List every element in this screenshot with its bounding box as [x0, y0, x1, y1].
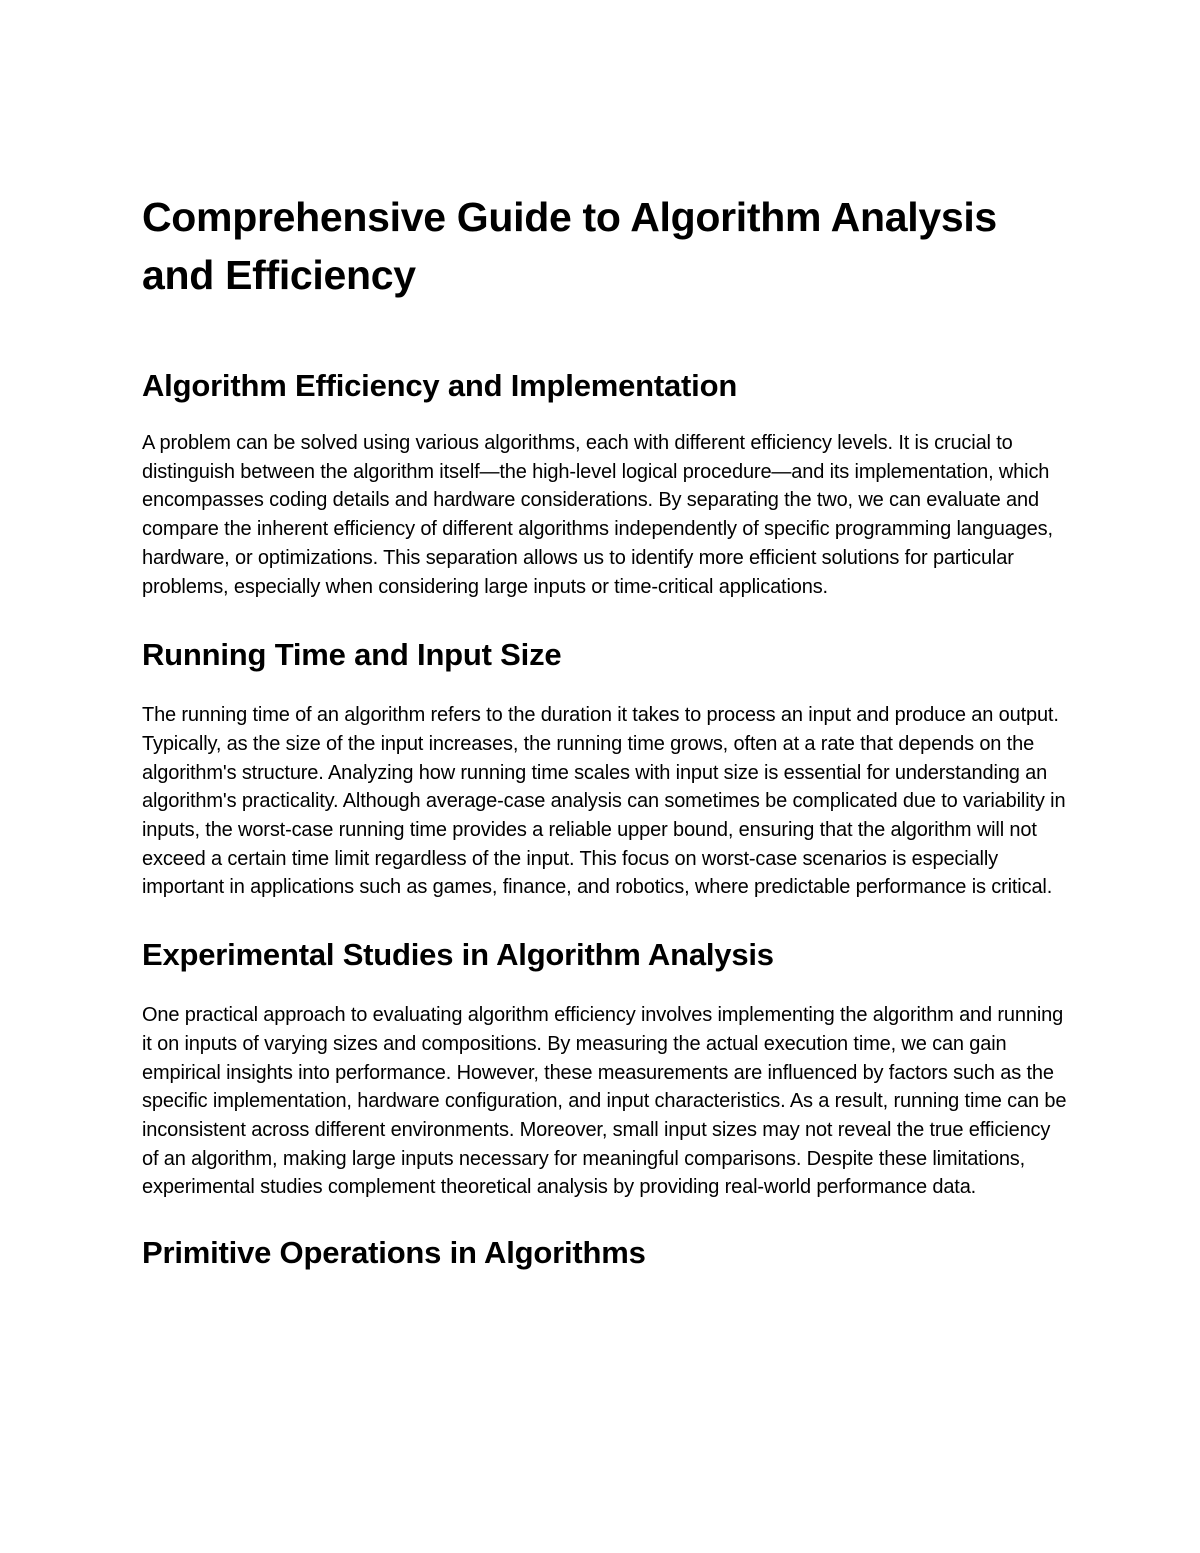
section-paragraph-running-time: The running time of an algorithm refers to the duration it takes to process an input and produce an output. Typically, as the size of the input increases, the running time grows, often at a rate that depends on the algorithm's structure. Analyzing how running time scales with input size is essential for understanding an algorithm's practicality. Although average-case analysis can sometimes be complicated due to variability in inputs, the worst-case running time provides a reliable upper bound, ensuring that the algorithm will not exceed a certain time limit regardless of the input. This focus on worst-case scenarios is especially important in applications such as games, finance, and robotics, where predictable performance is critical. — [142, 704, 1066, 899]
section-paragraph-experimental-studies: One practical approach to evaluating algorithm efficiency involves implementing the algorithm and running it on inputs of varying sizes and compositions. By measuring the actual execution time, we can gain empirical insights into performance. However, these measurements are influenced by factors such as the specific implementation, hardware configuration, and input characteristics. As a result, running time can be inconsistent across different environments. Moreover, small input sizes may not reveal the true efficiency of an algorithm, making large inputs necessary for meaningful comparisons. Despite these limitations, experimental studies complement theoretical analysis by providing real-world performance data. — [142, 1004, 1067, 1199]
section-paragraph-algorithm-efficiency: A problem can be solved using various algorithms, each with different efficiency levels. It is crucial to distinguish between the algorithm itself—the high-level logical procedure—and its implementation, which encompasses coding details and hardware considerations. By separating the two, we can evaluate and compare the inherent efficiency of different algorithms independently of specific programming languages, hardware, or optimizations. This separation allows us to identify more efficient solutions for particular problems, especially when considering large inputs or time-critical applications. — [142, 432, 1053, 598]
document-page — [142, 188, 1067, 1273]
section-heading-primitive-operations: Primitive Operations in Algorithms — [142, 1235, 646, 1271]
section-heading-algorithm-efficiency: Algorithm Efficiency and Implementation — [142, 368, 738, 403]
section-heading-experimental-studies: Experimental Studies in Algorithm Analysis — [142, 937, 774, 973]
document-title: Comprehensive Guide to Algorithm Analysis and Efficiency — [142, 194, 997, 298]
section-heading-running-time: Running Time and Input Size — [142, 637, 562, 673]
